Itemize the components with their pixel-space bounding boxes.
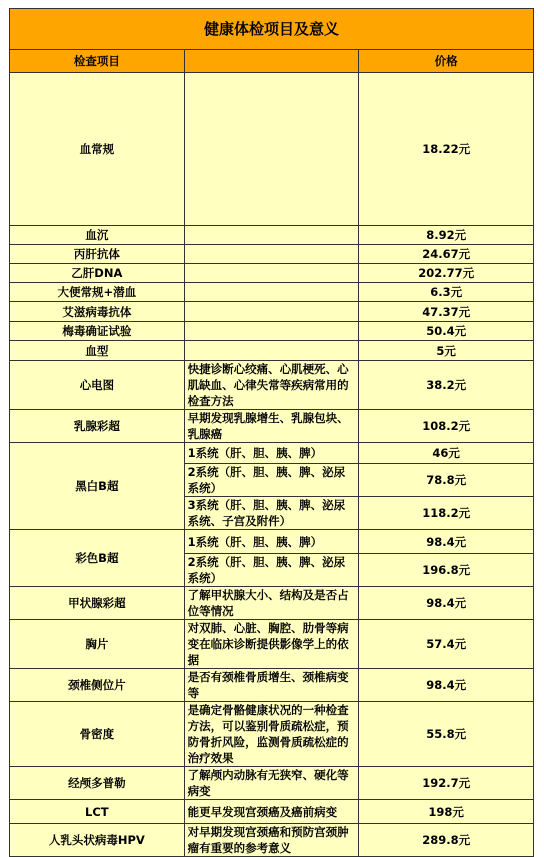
header-meaning <box>184 50 359 73</box>
row-price: 5元 <box>359 341 534 361</box>
row-price: 98.4元 <box>359 587 534 620</box>
row-meaning <box>184 302 359 322</box>
row-item: 黑白B超 <box>10 443 185 530</box>
row-item: 梅毒确证试验 <box>10 322 185 341</box>
row-price: 78.8元 <box>359 464 534 497</box>
row-item: 血型 <box>10 341 185 361</box>
row-meaning <box>184 341 359 361</box>
row-price: 8.92元 <box>359 226 534 245</box>
row-item: 心电图 <box>10 361 185 410</box>
row-price: 202.77元 <box>359 264 534 283</box>
row-item: 经颅多普勒 <box>10 767 185 800</box>
row-meaning: 1系统（肝、胆、胰、脾） <box>184 443 359 464</box>
row-price: 192.7元 <box>359 767 534 800</box>
row-meaning: 早期发现乳腺增生、乳腺包块、乳腺癌 <box>184 410 359 443</box>
row-meaning: 1系统（肝、胆、胰、脾） <box>184 530 359 554</box>
row-meaning: 对双肺、心脏、胸腔、肋骨等病变在临床诊断提供影像学上的依据 <box>184 620 359 669</box>
row-meaning <box>184 245 359 264</box>
row-meaning: 2系统（肝、胆、胰、脾、泌尿系统） <box>184 554 359 587</box>
row-price: 196.8元 <box>359 554 534 587</box>
row-meaning <box>184 283 359 302</box>
row-meaning: 是确定骨骼健康状况的一种检查方法，可以鉴别骨质疏松症，预防骨折风险，监测骨质疏松症的治疗效果 <box>184 702 359 767</box>
header-price: 价格 <box>359 50 534 73</box>
row-meaning: 对早期发现宫颈癌和预防宫颈肿瘤有重要的参考意义 <box>184 824 359 857</box>
table-title: 健康体检项目及意义 <box>10 9 534 50</box>
row-meaning <box>184 226 359 245</box>
row-price: 98.4元 <box>359 530 534 554</box>
row-price: 24.67元 <box>359 245 534 264</box>
row-meaning: 快捷诊断心绞痛、心肌梗死、心肌缺血、心律失常等疾病常用的检查方法 <box>184 361 359 410</box>
row-price: 108.2元 <box>359 410 534 443</box>
exam-table <box>9 8 534 857</box>
row-price: 46元 <box>359 443 534 464</box>
row-meaning <box>184 322 359 341</box>
row-item: 胸片 <box>10 620 185 669</box>
row-item: 乳腺彩超 <box>10 410 185 443</box>
row-price: 198元 <box>359 800 534 824</box>
row-price: 57.4元 <box>359 620 534 669</box>
row-price: 55.8元 <box>359 702 534 767</box>
row-item: LCT <box>10 800 185 824</box>
row-meaning: 能更早发现宫颈癌及癌前病变 <box>184 800 359 824</box>
row-price: 18.22元 <box>359 73 534 226</box>
row-item: 甲状腺彩超 <box>10 587 185 620</box>
row-meaning: 了解甲状腺大小、结构及是否占位等情况 <box>184 587 359 620</box>
row-price: 38.2元 <box>359 361 534 410</box>
row-item: 颈椎侧位片 <box>10 669 185 702</box>
row-item: 血沉 <box>10 226 185 245</box>
row-meaning: 2系统（肝、胆、胰、脾、泌尿系统） <box>184 464 359 497</box>
row-meaning <box>184 73 359 226</box>
row-item: 彩色B超 <box>10 530 185 587</box>
row-meaning: 了解颅内动脉有无狭窄、硬化等病变 <box>184 767 359 800</box>
row-item: 人乳头状病毒HPV <box>10 824 185 857</box>
row-price: 118.2元 <box>359 497 534 530</box>
row-item: 乙肝DNA <box>10 264 185 283</box>
row-price: 50.4元 <box>359 322 534 341</box>
row-price: 47.37元 <box>359 302 534 322</box>
row-price: 98.4元 <box>359 669 534 702</box>
row-item: 骨密度 <box>10 702 185 767</box>
row-price: 289.8元 <box>359 824 534 857</box>
row-meaning <box>184 264 359 283</box>
row-item: 丙肝抗体 <box>10 245 185 264</box>
row-price: 6.3元 <box>359 283 534 302</box>
row-meaning: 3系统（肝、胆、胰、脾、泌尿系统、子宫及附件） <box>184 497 359 530</box>
row-meaning: 是否有颈椎骨质增生、颈椎病变等 <box>184 669 359 702</box>
row-item: 艾滋病毒抗体 <box>10 302 185 322</box>
header-item: 检查项目 <box>10 50 185 73</box>
row-item: 血常规 <box>10 73 185 226</box>
row-item: 大便常规+潜血 <box>10 283 185 302</box>
